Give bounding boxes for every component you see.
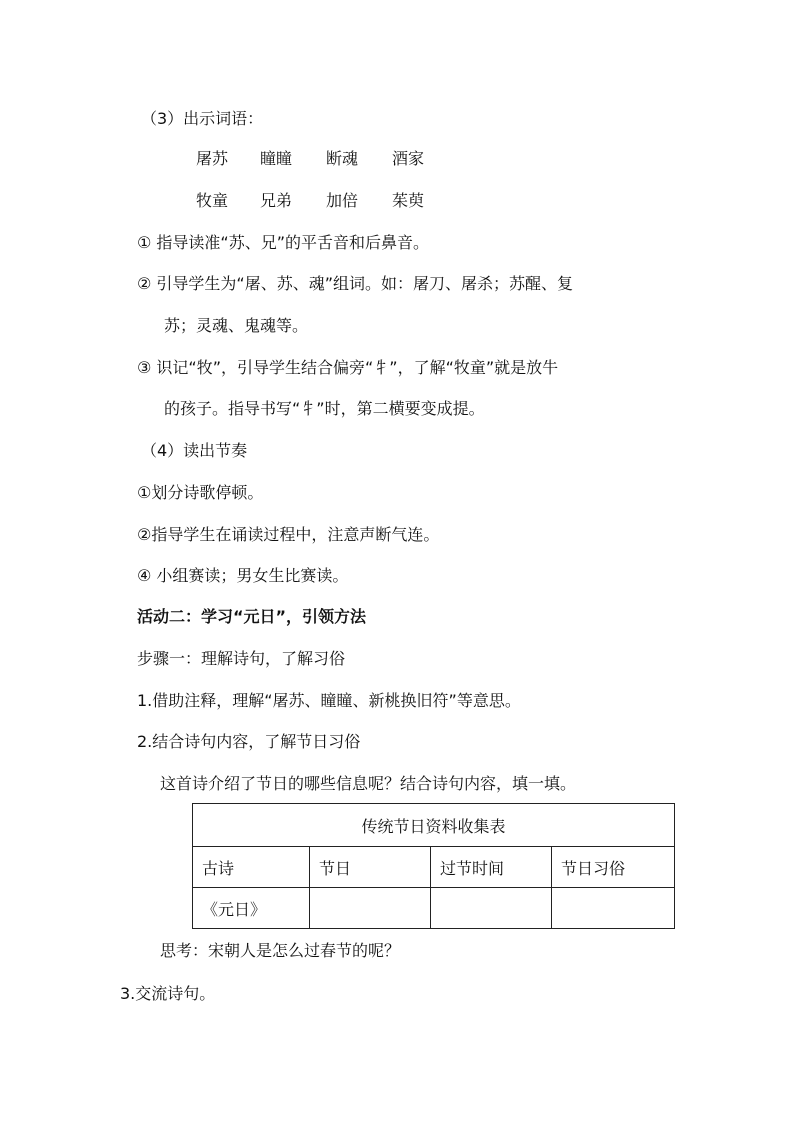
table-cell — [431, 888, 552, 929]
section3-item-2-line-2: 苏；灵魂、鬼魂等。 — [164, 316, 309, 335]
activity2-prompt: 这首诗介绍了节日的哪些信息呢？结合诗句内容，填一填。 — [160, 774, 577, 793]
vocab-word: 兄弟 — [260, 191, 293, 210]
table-row — [193, 888, 675, 929]
activity2-step1: 步骤一：理解诗句，了解习俗 — [137, 649, 346, 668]
vocab-word: 茱萸 — [392, 191, 425, 210]
activity2-title: 活动二：学习“元日”，引领方法 — [137, 607, 367, 626]
festival-info-table — [192, 803, 675, 929]
think-question: 思考：宋朝人是怎么过春节的呢？ — [160, 941, 401, 960]
point-3: 3.交流诗句。 — [120, 984, 216, 1003]
vocab-word: 加倍 — [326, 191, 359, 210]
section3-heading: （3）出示词语： — [141, 109, 264, 128]
section3-item-3-line-2: 的孩子。指导书写“牜”时，第二横要变成提。 — [164, 399, 485, 418]
activity2-point-1: 1.借助注释，理解“屠苏、瞳瞳、新桃换旧符”等意思。 — [137, 691, 521, 710]
section4-item-3: ④ 小组赛读；男女生比赛读。 — [137, 566, 349, 585]
section3-item-1: ① 指导读准“苏、兄”的平舌音和后鼻音。 — [137, 233, 430, 252]
table-header-cell: 节日 — [310, 847, 431, 888]
table-header-row — [193, 847, 675, 888]
section4-item-2: ②指导学生在诵读过程中，注意声断气连。 — [137, 525, 440, 544]
table-header-cell: 过节时间 — [431, 847, 552, 888]
section4-heading: （4）读出节奏 — [141, 441, 248, 460]
vocab-word: 酒家 — [392, 149, 425, 168]
table-cell — [552, 888, 675, 929]
section3-item-2-line-1: ② 引导学生为“屠、苏、魂”组词。如：屠刀、屠杀；苏醒、复 — [137, 274, 574, 293]
vocab-word: 屠苏 — [196, 149, 229, 168]
table-caption-row — [193, 804, 675, 847]
section3-item-3-line-1: ③ 识记“牧”，引导学生结合偏旁“牜”，了解“牧童”就是放牛 — [137, 358, 559, 377]
vocab-word: 断魂 — [326, 149, 359, 168]
vocab-word: 瞳瞳 — [260, 149, 293, 168]
table-cell: 《元日》 — [193, 888, 310, 929]
table-cell — [310, 888, 431, 929]
activity2-point-2: 2.结合诗句内容，了解节日习俗 — [137, 732, 361, 751]
table-caption: 传统节日资料收集表 — [193, 804, 675, 847]
table-header-cell: 节日习俗 — [552, 847, 675, 888]
vocab-word: 牧童 — [196, 191, 229, 210]
table-header-cell: 古诗 — [193, 847, 310, 888]
section4-item-1: ①划分诗歌停顿。 — [137, 483, 264, 502]
